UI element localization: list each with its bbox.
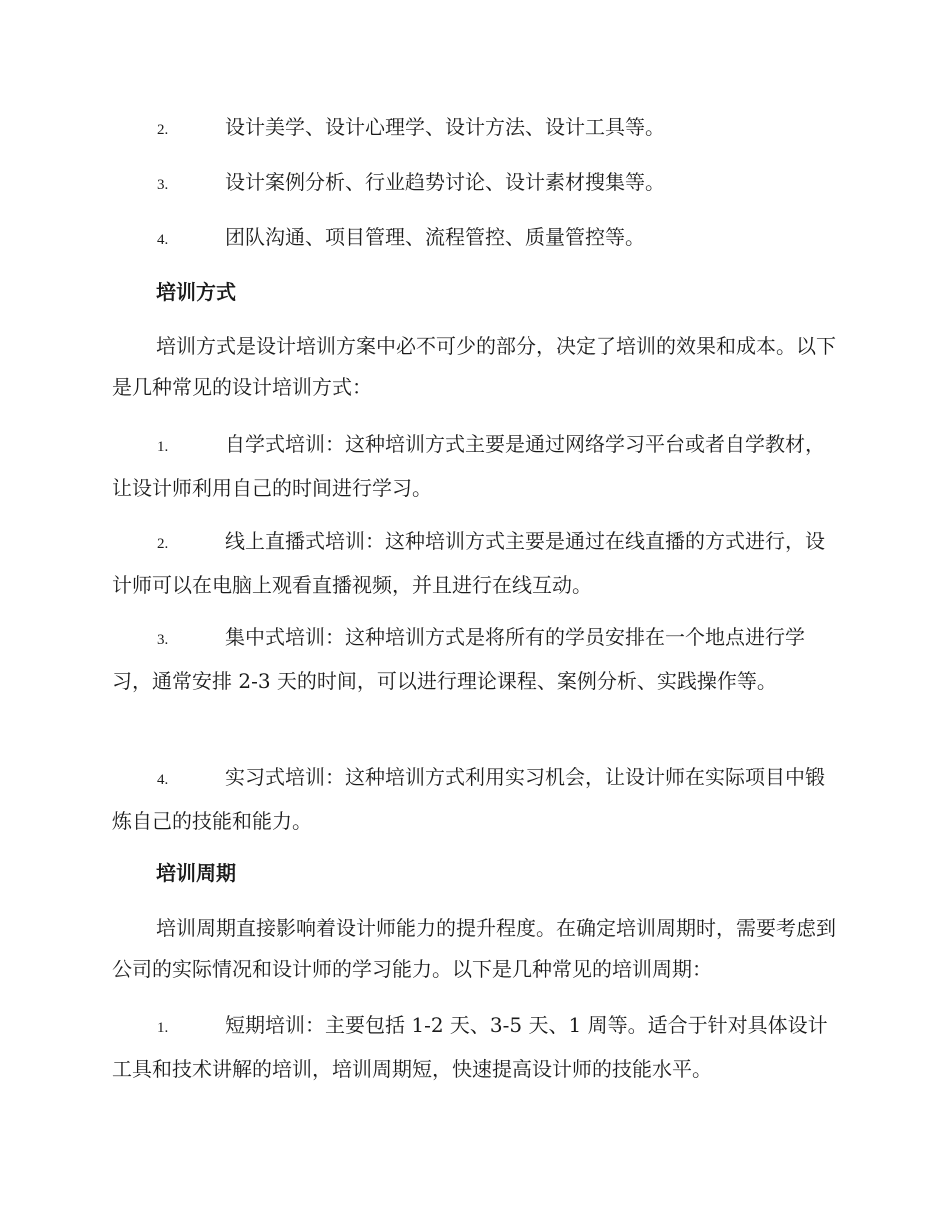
section-heading-period: 培训周期 bbox=[156, 861, 236, 885]
list-number: 4. bbox=[157, 772, 169, 788]
list-item bbox=[112, 1005, 836, 1090]
list-number: 2. bbox=[157, 536, 169, 552]
list-text: 团队沟通、项目管理、流程管控、质量管控等。 bbox=[225, 225, 645, 249]
list-item bbox=[112, 521, 836, 606]
list-number: 1. bbox=[157, 1020, 169, 1036]
list-number: 3. bbox=[157, 177, 169, 193]
list-item bbox=[112, 107, 836, 151]
list-number: 1. bbox=[157, 439, 169, 455]
list-item bbox=[112, 424, 836, 509]
list-text: 集中式培训：这种培训方式是将所有的学员安排在一个地点进行学习，通常安排 2-3 天的时间，可以进行理论课程、案例分析、实践操作等。 bbox=[112, 625, 805, 693]
list-item bbox=[112, 757, 836, 842]
list-number: 4. bbox=[157, 232, 169, 248]
list-text: 线上直播式培训：这种培训方式主要是通过在线直播的方式进行，设计师可以在电脑上观看直播视频，并且进行在线互动。 bbox=[112, 529, 825, 597]
list-number: 2. bbox=[157, 122, 169, 138]
list-text: 实习式培训：这种培训方式利用实习机会，让设计师在实际项目中锻炼自己的技能和能力。 bbox=[112, 765, 825, 833]
list-item bbox=[112, 162, 836, 206]
section-heading-methods: 培训方式 bbox=[156, 280, 236, 304]
section-intro-period: 培训周期直接影响着设计师能力的提升程度。在确定培训周期时，需要考虑到公司的实际情况和设计师的学习能力。以下是几种常见的培训周期： bbox=[112, 916, 836, 981]
list-text: 自学式培训：这种培训方式主要是通过网络学习平台或者自学教材，让设计师利用自己的时间进行学习。 bbox=[112, 432, 825, 500]
list-number: 3. bbox=[157, 632, 169, 648]
section-intro-methods: 培训方式是设计培训方案中必不可少的部分，决定了培训的效果和成本。以下是几种常见的设计培训方式： bbox=[112, 334, 836, 399]
list-text: 设计案例分析、行业趋势讨论、设计素材搜集等。 bbox=[225, 170, 665, 194]
list-text: 短期培训：主要包括 1-2 天、3-5 天、1 周等。适合于针对具体设计工具和技术讲解的培训，培训周期短，快速提高设计师的技能水平。 bbox=[112, 1013, 828, 1081]
list-item bbox=[112, 617, 836, 702]
list-item bbox=[112, 217, 836, 261]
list-text: 设计美学、设计心理学、设计方法、设计工具等。 bbox=[225, 115, 665, 139]
